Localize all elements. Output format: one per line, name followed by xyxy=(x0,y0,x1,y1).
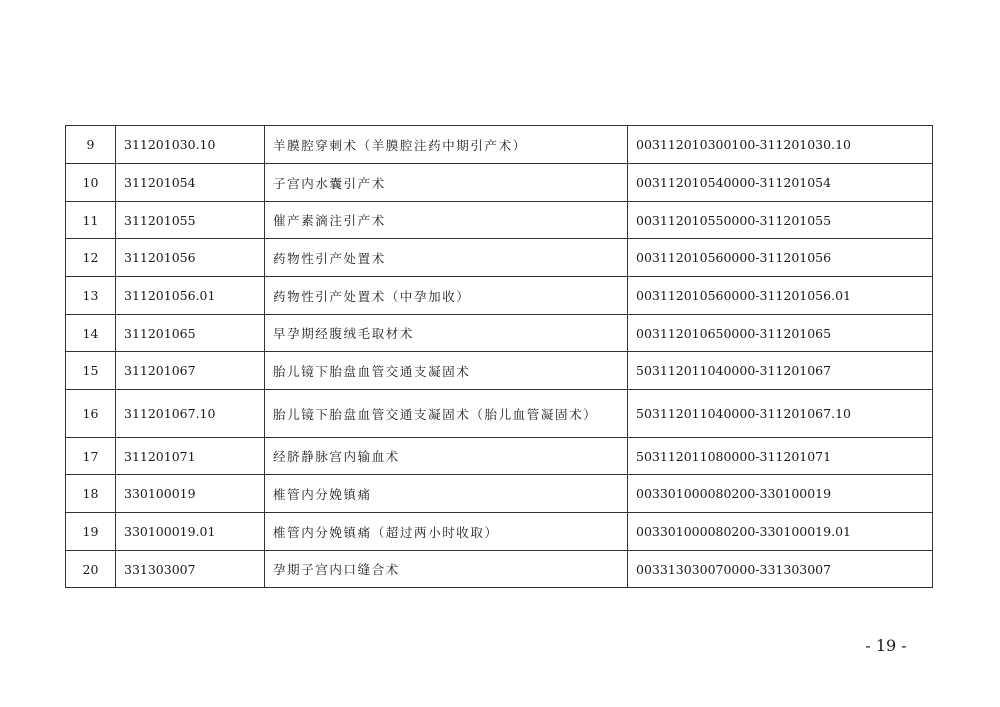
item-name: 椎管内分娩镇痛 xyxy=(265,475,628,513)
item-code: 330100019.01 xyxy=(116,513,265,551)
item-new-code: 003313030070000-331303007 xyxy=(628,551,933,588)
row-number: 12 xyxy=(66,239,116,277)
item-name: 经脐静脉宫内输血术 xyxy=(265,438,628,475)
row-number: 14 xyxy=(66,315,116,352)
row-number: 16 xyxy=(66,390,116,438)
item-new-code: 003112010540000-311201054 xyxy=(628,164,933,202)
item-code: 311201067.10 xyxy=(116,390,265,438)
item-name: 胎儿镜下胎盘血管交通支凝固术 xyxy=(265,352,628,390)
row-number: 18 xyxy=(66,475,116,513)
table-row xyxy=(66,475,933,513)
row-number: 20 xyxy=(66,551,116,588)
item-new-code: 003112010550000-311201055 xyxy=(628,202,933,239)
item-new-code: 003112010300100-311201030.10 xyxy=(628,126,933,164)
item-name: 催产素滴注引产术 xyxy=(265,202,628,239)
table-row xyxy=(66,390,933,438)
item-name: 孕期子宫内口缝合术 xyxy=(265,551,628,588)
table-row xyxy=(66,277,933,315)
item-code: 311201056 xyxy=(116,239,265,277)
row-number: 11 xyxy=(66,202,116,239)
item-name: 胎儿镜下胎盘血管交通支凝固术（胎儿血管凝固术） xyxy=(265,390,628,438)
fee-items-table xyxy=(65,125,933,588)
row-number: 19 xyxy=(66,513,116,551)
item-code: 311201065 xyxy=(116,315,265,352)
item-name: 椎管内分娩镇痛（超过两小时收取） xyxy=(265,513,628,551)
item-name: 药物性引产处置术 xyxy=(265,239,628,277)
item-name: 羊膜腔穿刺术（羊膜腔注药中期引产术） xyxy=(265,126,628,164)
table-row xyxy=(66,202,933,239)
item-new-code: 003301000080200-330100019 xyxy=(628,475,933,513)
item-name: 子宫内水囊引产术 xyxy=(265,164,628,202)
table-row xyxy=(66,315,933,352)
table-row xyxy=(66,352,933,390)
table-row xyxy=(66,438,933,475)
row-number: 10 xyxy=(66,164,116,202)
page-number: - 19 - xyxy=(865,636,907,655)
table-row xyxy=(66,164,933,202)
item-new-code: 503112011040000-311201067.10 xyxy=(628,390,933,438)
table-row xyxy=(66,513,933,551)
item-code: 311201054 xyxy=(116,164,265,202)
item-code: 311201055 xyxy=(116,202,265,239)
table-body xyxy=(66,126,933,588)
item-code: 311201071 xyxy=(116,438,265,475)
row-number: 15 xyxy=(66,352,116,390)
table-row xyxy=(66,126,933,164)
item-code: 330100019 xyxy=(116,475,265,513)
item-new-code: 503112011080000-311201071 xyxy=(628,438,933,475)
item-name: 早孕期经腹绒毛取材术 xyxy=(265,315,628,352)
item-new-code: 003112010560000-311201056.01 xyxy=(628,277,933,315)
item-new-code: 003301000080200-330100019.01 xyxy=(628,513,933,551)
row-number: 9 xyxy=(66,126,116,164)
item-code: 311201056.01 xyxy=(116,277,265,315)
item-code: 311201030.10 xyxy=(116,126,265,164)
item-new-code: 503112011040000-311201067 xyxy=(628,352,933,390)
item-name: 药物性引产处置术（中孕加收） xyxy=(265,277,628,315)
row-number: 13 xyxy=(66,277,116,315)
table-row xyxy=(66,239,933,277)
table-row xyxy=(66,551,933,588)
item-code: 331303007 xyxy=(116,551,265,588)
item-code: 311201067 xyxy=(116,352,265,390)
item-new-code: 003112010650000-311201065 xyxy=(628,315,933,352)
item-new-code: 003112010560000-311201056 xyxy=(628,239,933,277)
row-number: 17 xyxy=(66,438,116,475)
